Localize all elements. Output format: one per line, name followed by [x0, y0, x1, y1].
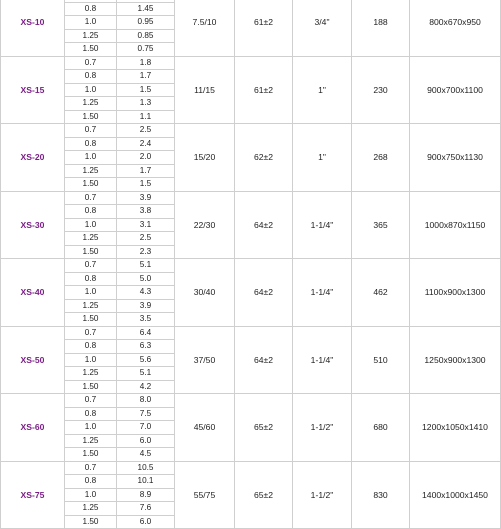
pressure-cell: 1.25 — [65, 502, 117, 516]
flow-cell: 5.6 — [117, 353, 175, 367]
table-row — [1, 191, 501, 205]
flow-cell: 1.7 — [117, 70, 175, 84]
flow-cell: 10.1 — [117, 475, 175, 489]
flow-cell: 5.1 — [117, 259, 175, 273]
capacity-cell: 30/40 — [175, 259, 235, 327]
flow-cell: 4.5 — [117, 448, 175, 462]
table-row — [1, 461, 501, 475]
pressure-cell: 0.7 — [65, 259, 117, 273]
pipe-cell: 1-1/4" — [293, 191, 352, 259]
size-cell: 1200x1050x1410 — [410, 394, 501, 462]
value-cell: 64±2 — [235, 259, 293, 327]
flow-cell: 5.0 — [117, 272, 175, 286]
weight-cell: 268 — [352, 124, 410, 192]
pressure-cell: 1.0 — [65, 488, 117, 502]
capacity-cell: 37/50 — [175, 326, 235, 394]
weight-cell: 462 — [352, 259, 410, 327]
size-cell: 1400x1000x1450 — [410, 461, 501, 529]
pressure-cell: 1.25 — [65, 97, 117, 111]
flow-cell: 6.0 — [117, 515, 175, 529]
flow-cell: 1.8 — [117, 56, 175, 70]
pressure-cell: 1.25 — [65, 29, 117, 43]
pressure-cell: 0.8 — [65, 407, 117, 421]
pressure-cell: 1.25 — [65, 232, 117, 246]
flow-cell: 3.9 — [117, 299, 175, 313]
pressure-cell: 1.25 — [65, 164, 117, 178]
pressure-cell: 1.0 — [65, 83, 117, 97]
model-cell: XS-75 — [1, 461, 65, 529]
value-cell: 65±2 — [235, 461, 293, 529]
pressure-cell: 1.50 — [65, 245, 117, 259]
pipe-cell: 1-1/2" — [293, 394, 352, 462]
pressure-cell: 1.50 — [65, 448, 117, 462]
pipe-cell: 1-1/4" — [293, 326, 352, 394]
pipe-cell: 1" — [293, 124, 352, 192]
value-cell: 64±2 — [235, 326, 293, 394]
value-cell: 62±2 — [235, 124, 293, 192]
flow-cell: 10.5 — [117, 461, 175, 475]
value-cell: 61±2 — [235, 0, 293, 56]
model-cell: XS-20 — [1, 124, 65, 192]
flow-cell: 1.7 — [117, 164, 175, 178]
pressure-cell: 1.0 — [65, 421, 117, 435]
capacity-cell: 11/15 — [175, 56, 235, 124]
pressure-cell: 0.7 — [65, 56, 117, 70]
model-cell: XS-40 — [1, 259, 65, 327]
flow-cell: 1.1 — [117, 110, 175, 124]
flow-cell: 1.45 — [117, 2, 175, 16]
flow-cell: 0.85 — [117, 29, 175, 43]
flow-cell: 2.3 — [117, 245, 175, 259]
capacity-cell: 22/30 — [175, 191, 235, 259]
flow-cell: 0.75 — [117, 43, 175, 57]
size-cell: 800x670x950 — [410, 0, 501, 56]
capacity-cell: 7.5/10 — [175, 0, 235, 56]
pressure-cell: 0.7 — [65, 326, 117, 340]
flow-cell: 7.6 — [117, 502, 175, 516]
size-cell: 900x700x1100 — [410, 56, 501, 124]
flow-cell: 3.1 — [117, 218, 175, 232]
flow-cell: 4.2 — [117, 380, 175, 394]
pipe-cell: 1" — [293, 56, 352, 124]
table-row — [1, 56, 501, 70]
size-cell: 1250x900x1300 — [410, 326, 501, 394]
size-cell: 1000x870x1150 — [410, 191, 501, 259]
value-cell: 61±2 — [235, 56, 293, 124]
weight-cell: 365 — [352, 191, 410, 259]
flow-cell: 2.5 — [117, 232, 175, 246]
flow-cell: 7.5 — [117, 407, 175, 421]
value-cell: 64±2 — [235, 191, 293, 259]
flow-cell: 0.95 — [117, 16, 175, 30]
flow-cell: 7.0 — [117, 421, 175, 435]
pressure-cell: 0.8 — [65, 340, 117, 354]
weight-cell: 188 — [352, 0, 410, 56]
pressure-cell: 1.25 — [65, 367, 117, 381]
pressure-cell: 1.50 — [65, 313, 117, 327]
pressure-cell: 1.0 — [65, 151, 117, 165]
flow-cell: 8.9 — [117, 488, 175, 502]
flow-cell: 6.4 — [117, 326, 175, 340]
model-cell: XS-60 — [1, 394, 65, 462]
pressure-cell: 1.50 — [65, 380, 117, 394]
pressure-cell: 0.8 — [65, 272, 117, 286]
model-cell: XS-50 — [1, 326, 65, 394]
flow-cell: 5.1 — [117, 367, 175, 381]
table-row — [1, 124, 501, 138]
pressure-cell: 1.0 — [65, 286, 117, 300]
pressure-cell: 1.50 — [65, 178, 117, 192]
model-cell: XS-30 — [1, 191, 65, 259]
flow-cell: 3.9 — [117, 191, 175, 205]
flow-cell: 6.3 — [117, 340, 175, 354]
table-row — [1, 394, 501, 408]
capacity-cell: 55/75 — [175, 461, 235, 529]
flow-cell: 2.5 — [117, 124, 175, 138]
flow-cell: 4.3 — [117, 286, 175, 300]
pressure-cell: 1.50 — [65, 110, 117, 124]
pressure-cell: 1.0 — [65, 218, 117, 232]
pressure-cell: 1.25 — [65, 434, 117, 448]
model-cell: XS-10 — [1, 0, 65, 56]
flow-cell: 3.8 — [117, 205, 175, 219]
pressure-cell: 0.7 — [65, 461, 117, 475]
weight-cell: 510 — [352, 326, 410, 394]
flow-cell: 1.5 — [117, 178, 175, 192]
flow-cell: 2.4 — [117, 137, 175, 151]
weight-cell: 230 — [352, 56, 410, 124]
pressure-cell: 1.0 — [65, 353, 117, 367]
pipe-cell: 1-1/4" — [293, 259, 352, 327]
pressure-cell: 0.7 — [65, 191, 117, 205]
size-cell: 900x750x1130 — [410, 124, 501, 192]
pressure-cell: 0.8 — [65, 2, 117, 16]
pipe-cell: 1-1/2" — [293, 461, 352, 529]
flow-cell: 2.0 — [117, 151, 175, 165]
pressure-cell: 1.0 — [65, 16, 117, 30]
spec-table-body — [1, 0, 501, 529]
flow-cell: 3.5 — [117, 313, 175, 327]
table-row — [1, 326, 501, 340]
weight-cell: 680 — [352, 394, 410, 462]
capacity-cell: 45/60 — [175, 394, 235, 462]
pressure-cell: 0.7 — [65, 394, 117, 408]
flow-cell: 6.0 — [117, 434, 175, 448]
weight-cell: 830 — [352, 461, 410, 529]
table-row — [1, 259, 501, 273]
size-cell: 1100x900x1300 — [410, 259, 501, 327]
pipe-cell: 3/4" — [293, 0, 352, 56]
pressure-cell: 0.7 — [65, 124, 117, 138]
capacity-cell: 15/20 — [175, 124, 235, 192]
flow-cell: 1.3 — [117, 97, 175, 111]
flow-cell: 1.5 — [117, 83, 175, 97]
flow-cell: 8.0 — [117, 394, 175, 408]
pressure-cell: 1.50 — [65, 43, 117, 57]
pressure-cell: 1.25 — [65, 299, 117, 313]
value-cell: 65±2 — [235, 394, 293, 462]
pressure-cell: 0.8 — [65, 70, 117, 84]
pressure-cell: 1.50 — [65, 515, 117, 529]
pressure-cell: 0.8 — [65, 205, 117, 219]
pressure-cell: 0.8 — [65, 137, 117, 151]
model-cell: XS-15 — [1, 56, 65, 124]
pressure-cell: 0.8 — [65, 475, 117, 489]
